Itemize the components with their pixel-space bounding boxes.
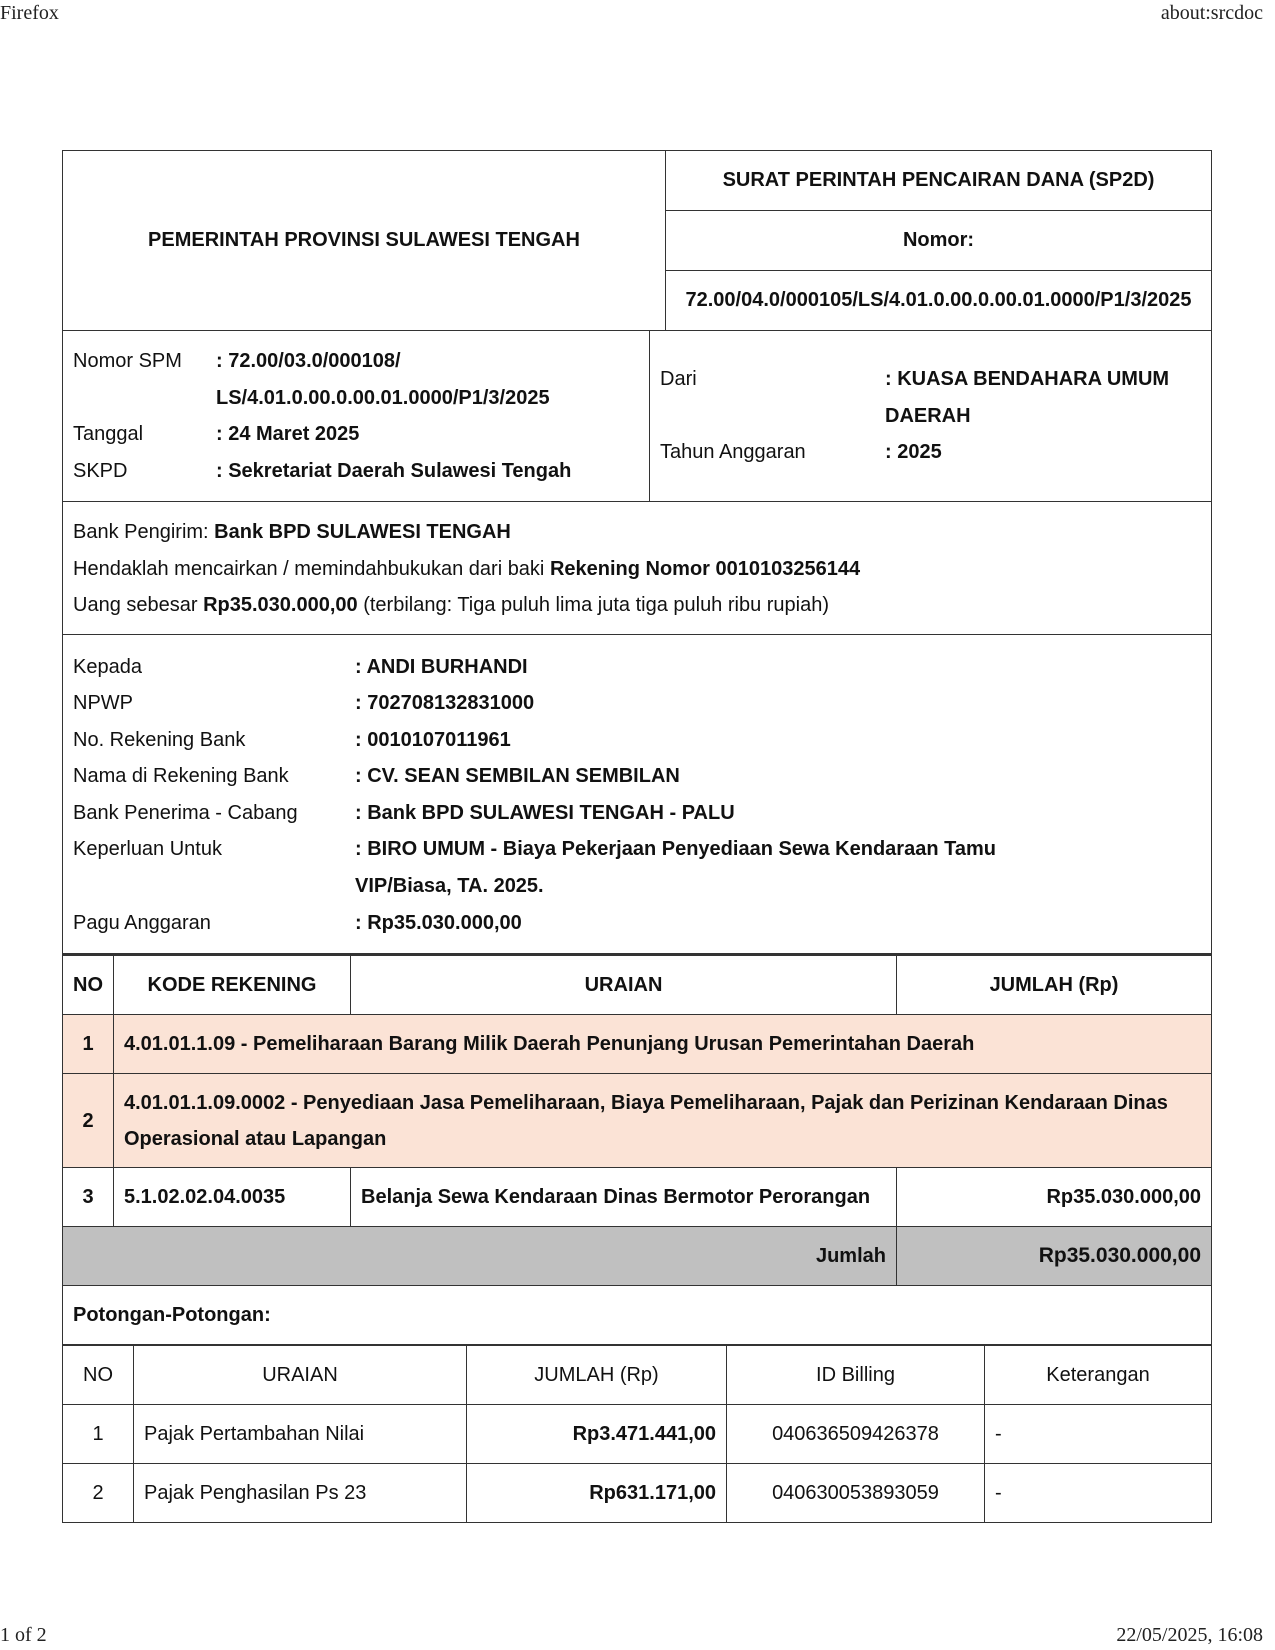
col-header-keterangan: Keterangan (985, 1346, 1212, 1405)
government-name: PEMERINTAH PROVINSI SULAWESI TENGAH (63, 151, 666, 331)
rekening-label: No. Rekening Bank (73, 728, 246, 751)
info-section (62, 331, 1212, 502)
info-right (650, 331, 1212, 502)
table-row (63, 1074, 1212, 1168)
row-no: 1 (63, 1405, 134, 1464)
terbilang-text: (terbilang: Tiga puluh lima juta tiga puluh ribu rupiah) (357, 594, 830, 616)
row-id-billing: 040636509426378 (727, 1405, 985, 1464)
table-header-row (63, 1346, 1212, 1405)
row-jumlah: Rp3.471.441,00 (467, 1405, 727, 1464)
bank-pengirim: Bank Pengirim: Bank BPD SULAWESI TENGAH (73, 521, 511, 543)
keperluan-value-cont: VIP/Biasa, TA. 2025. (355, 875, 544, 898)
page-indicator: 1 of 2 (0, 1624, 47, 1646)
col-header-id-billing: ID Billing (727, 1346, 985, 1405)
potongan-title: Potongan-Potongan: (63, 1286, 1212, 1345)
tahun-anggaran-value: : 2025 (885, 441, 942, 463)
document-header (62, 150, 1212, 331)
col-header-uraian: URAIAN (351, 955, 897, 1015)
info-left (63, 331, 650, 502)
table-row (63, 1464, 1212, 1523)
row-no: 2 (63, 1074, 114, 1168)
npwp-label: NPWP (73, 692, 133, 715)
row-keterangan: - (985, 1405, 1212, 1464)
npwp-value: : 702708132831000 (355, 692, 535, 715)
browser-app-name: Firefox (0, 2, 59, 24)
table-row (63, 1168, 1212, 1227)
instruction-line: Hendaklah mencairkan / memindahbukukan dari baki Rekening Nomor 0010103256144 (73, 557, 861, 580)
col-header-no: NO (63, 1346, 134, 1405)
print-datetime: 22/05/2025, 16:08 (1116, 1624, 1263, 1646)
nomor-spm-value: : 72.00/03.0/000108/ (216, 350, 401, 372)
nomor-value: 72.00/04.0/000105/LS/4.01.0.00.0.00.01.0000/P1/3/2025 (666, 271, 1212, 331)
row-keterangan: - (985, 1464, 1212, 1523)
col-header-jumlah: JUMLAH (Rp) (897, 955, 1212, 1015)
col-header-kode: KODE REKENING (114, 955, 351, 1015)
nomor-spm-value-cont: LS/4.01.0.00.0.00.01.0000/P1/3/2025 (216, 386, 550, 409)
page-url: about:srcdoc (1160, 2, 1263, 24)
dari-label: Dari (660, 368, 697, 390)
pagu-label: Pagu Anggaran (73, 911, 211, 934)
nama-rekening-label: Nama di Rekening Bank (73, 765, 289, 788)
col-header-jumlah: JUMLAH (Rp) (467, 1346, 727, 1405)
bank-penerima-value: : Bank BPD SULAWESI TENGAH - PALU (355, 801, 735, 824)
amount-value: Rp35.030.000,00 (203, 594, 358, 616)
keperluan-value: : BIRO UMUM - Biaya Pekerjaan Penyediaan Sewa Kendaraan Tamu (355, 838, 996, 861)
table-row (63, 1405, 1212, 1464)
pagu-value: : Rp35.030.000,00 (355, 911, 522, 934)
dari-value: : KUASA BENDAHARA UMUM (885, 368, 1170, 390)
row-jumlah: Rp35.030.000,00 (897, 1168, 1212, 1227)
row-jumlah: Rp631.171,00 (467, 1464, 727, 1523)
col-header-no: NO (63, 955, 114, 1015)
potongan-table (62, 1346, 1212, 1523)
total-label: Jumlah (63, 1227, 897, 1286)
kepada-label: Kepada (73, 655, 142, 678)
row-no: 2 (63, 1464, 134, 1523)
nomor-label: Nomor: (666, 211, 1212, 271)
tanggal-label: Tanggal (73, 423, 144, 445)
total-row (63, 1227, 1212, 1286)
keperluan-label: Keperluan Untuk (73, 838, 222, 861)
row-no: 1 (63, 1015, 114, 1074)
bank-section (62, 502, 1212, 635)
nomor-spm-label: Nomor SPM (73, 350, 182, 372)
tanggal-value: : 24 Maret 2025 (216, 423, 360, 445)
rekening-table (62, 954, 1212, 1286)
skpd-label: SKPD (73, 459, 128, 482)
row-kode: 5.1.02.02.04.0035 (114, 1168, 351, 1227)
kepada-value: : ANDI BURHANDI (355, 655, 528, 678)
row-uraian: Pajak Pertambahan Nilai (134, 1405, 467, 1464)
skpd-value: : Sekretariat Daerah Sulawesi Tengah (216, 459, 572, 482)
rekening-value: : 0010107011961 (355, 728, 511, 751)
potongan-title-row (62, 1286, 1212, 1346)
sp2d-document (62, 150, 1212, 1523)
row-uraian: Pajak Penghasilan Ps 23 (134, 1464, 467, 1523)
table-header-row (63, 955, 1212, 1015)
dari-value-cont: DAERAH (885, 404, 971, 427)
tahun-anggaran-label: Tahun Anggaran (660, 441, 806, 463)
row-id-billing: 040630053893059 (727, 1464, 985, 1523)
row-kegiatan: 4.01.01.1.09.0002 - Penyediaan Jasa Pemeliharaan, Biaya Pemeliharaan, Pajak dan Perizinan Kendaraan Dinas Operasional atau Lapangan (114, 1074, 1212, 1168)
row-no: 3 (63, 1168, 114, 1227)
row-program: 4.01.01.1.09 - Pemeliharaan Barang Milik Daerah Penunjang Urusan Pemerintahan Daerah (114, 1015, 1212, 1074)
nama-rekening-value: : CV. SEAN SEMBILAN SEMBILAN (355, 765, 680, 788)
bank-penerima-label: Bank Penerima - Cabang (73, 801, 298, 824)
amount-line: Uang sebesar Rp35.030.000,00 (terbilang: Tiga puluh lima juta tiga puluh ribu rupiah) (73, 594, 830, 616)
table-row (63, 1015, 1212, 1074)
recipient-section (62, 635, 1212, 955)
total-value: Rp35.030.000,00 (897, 1227, 1212, 1286)
row-uraian: Belanja Sewa Kendaraan Dinas Bermotor Perorangan (351, 1168, 897, 1227)
document-title: SURAT PERINTAH PENCAIRAN DANA (SP2D) (666, 151, 1212, 211)
col-header-uraian: URAIAN (134, 1346, 467, 1405)
